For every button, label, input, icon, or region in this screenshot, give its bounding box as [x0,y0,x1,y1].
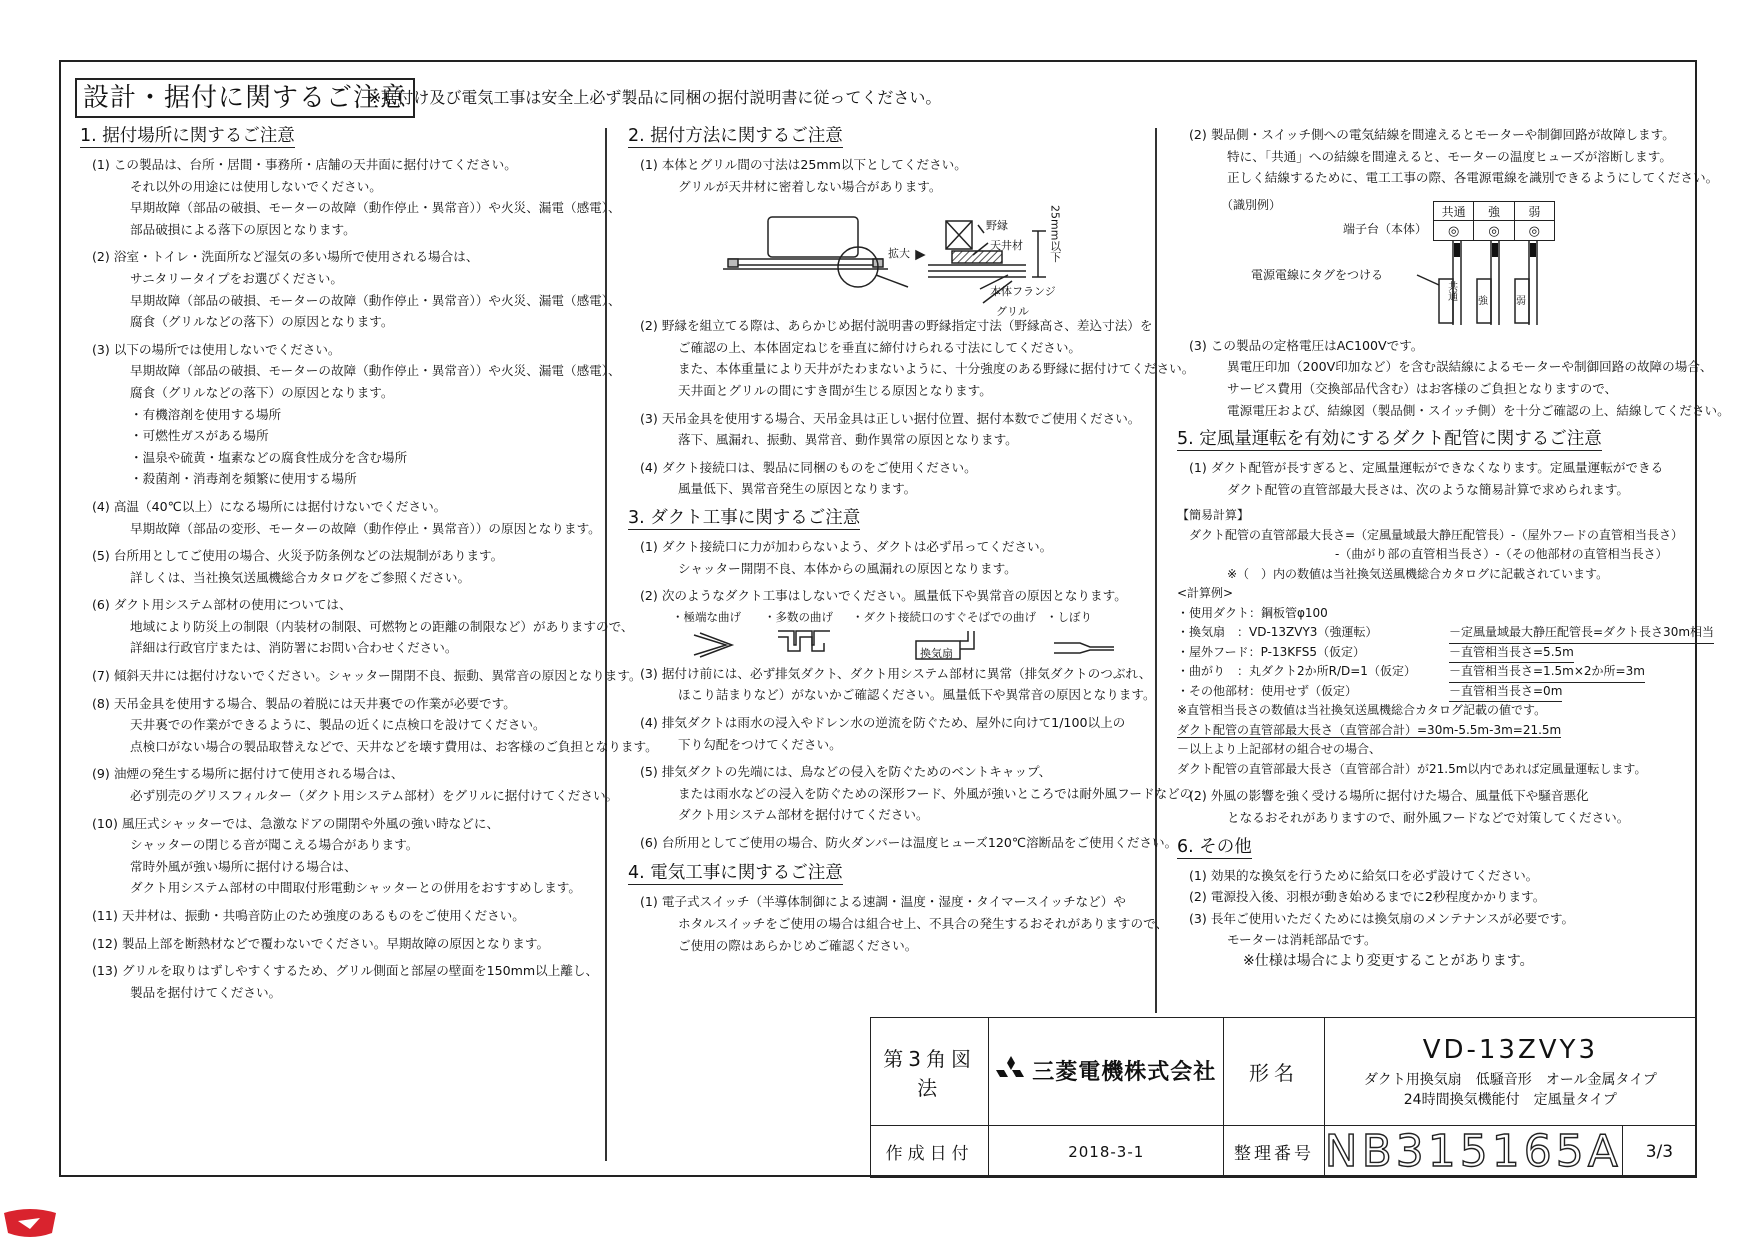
bend-label-multiple: ・多数の曲げ [764,609,833,624]
text-line: (7) 傾斜天井には据付けないでください。シャッター開閉不良、振動、異常音の原因となります。 [92,668,642,684]
list-item [80,496,600,539]
text-line: (5) 排気ダクトの先端には、鳥などの侵入を防ぐためのベントキャップ、 [640,764,1052,780]
section-2-item-1 [628,154,1148,197]
calc-row [1177,604,1692,624]
duct-bend-examples [628,609,1148,663]
page-number: 3/3 [1622,1126,1696,1178]
section-4-item-1 [628,891,1169,956]
text-line: 風量低下、異常音発生の原因となります。 [678,481,917,497]
terminal-weak-label: 弱 [1528,204,1541,219]
terminal-screw-icon: ◎ [1474,221,1514,241]
text-line: (1) ダクト接続口に力が加わらないよう、ダクトは必ず吊ってください。 [640,538,1053,554]
date-label: 作成日付 [871,1126,989,1178]
list-item [80,154,621,240]
section-1-items [80,154,658,1003]
section-4-item-2 [1177,124,1719,189]
terminal-strong-label: 強 [1474,202,1514,220]
text-line: ダクト用システム部材を据付けてください。 [678,807,929,823]
calc-row-item: ・使用ダクト：鋼板管φ100 [1177,605,1328,620]
text-line: (2) 次のようなダクト工事はしないでください。風量低下や異常音の原因となります。 [640,588,1127,604]
text-line: (1) この製品は、台所・居間・事務所・店舗の天井面に据付けてください。 [92,157,517,172]
text-line: 詳しくは、当社換気送風機総合カタログをご参照ください。 [130,569,471,585]
wiring-diagram [1177,195,1692,335]
calc-example-label: <計算例> [1177,586,1234,601]
section-6-items [1177,865,1692,951]
list-item [628,832,1178,854]
column-divider-2 [1155,128,1157,1013]
text-line: 詳細は行政官庁または、消防署にお問い合わせください。 [130,640,458,656]
text-line: 早期故障（部品の変形、モーターの故障（動作停止・異常音））の原因となります。 [130,520,601,536]
title-block [870,1017,1697,1177]
section-4-item-3 [1177,335,1730,421]
text-line: 異電圧印加（200V印加など）を含む誤結線によるモーターや制御回路の故障の場合、 [1227,359,1713,375]
list-item [628,536,1148,579]
text-line: それ以外の用途には使用しないでください。 [130,178,382,194]
text-line: ダクト用システム部材の中間取付形電動シャッターとの併用をおすすめします。 [130,880,581,896]
text-line: また、本体重量により天井がたわまないように、十分強度のある野縁に据付けてください。 [678,361,1195,377]
column-install-method [628,124,1195,962]
calc-label: 【簡易計算】 [1177,508,1250,523]
list-item: (2) 電源投入後、羽根が動き始めるまでに2秒程度かかります。 [1189,889,1546,905]
bend-label-narrow: ・しぼり [1046,609,1092,624]
text-line: 電源電圧および、結線図（製品側・スイッチ側）を十分ご確認の上、結線してください。 [1227,402,1730,418]
text-line: 早期故障（部品の破損、モーターの故障（動作停止・異常音））や火災、漏電（感電）、 [130,363,621,379]
company-name: 三菱電機株式会社 [1032,1059,1217,1085]
creation-date: 2018-3-1 [989,1126,1224,1178]
list-item [80,905,600,927]
list-item [628,761,1193,826]
calc-conclusion: ダクト配管の直管部最大長さ（直管部合計）が21.5m以内であれば定風量運転します。 [1177,761,1647,776]
label-enlarge: 拡大 [888,247,910,261]
text-line: シャッター開閉不良、本体からの風漏れの原因となります。 [678,560,1017,576]
calc-row-item: ・屋外フード：P-13KFS5（仮定） [1177,644,1366,659]
calc-row [1177,623,1715,643]
calc-note: ※（ ）内の数値は当社換気送風機総合カタログに記載されています。 [1227,566,1609,581]
bend-label-near: ・ダクト接続口のすぐそばでの曲げ [852,609,1036,624]
text-line: (3) 天吊金具を使用する場合、天吊金具は正しい据付位置、据付本数でご使用ください。 [640,410,1141,426]
bend-label-sharp: ・極端な曲げ [672,609,741,624]
text-line: 早期故障（部品の破損、モーターの故障（動作停止・異常音））や火災、漏電（感電）、 [130,200,621,216]
text-line: (3) 据付け前には、必ず排気ダクト、ダクト用システム部材に異常（排気ダクトのつぶれ、 [640,665,1152,681]
list-item [80,763,619,806]
text-line: (12) 製品上部を断熱材などで覆わないでください。早期故障の原因となります。 [92,935,550,951]
text-line: 落下、風漏れ、振動、異常音、動作異常の原因となります。 [678,432,1018,448]
calc-row-item: ・曲がり ：丸ダクト2か所R/D=1（仮定） [1177,664,1416,679]
document-number: NB315165A [1324,1126,1622,1177]
text-line: 特に、「共通」への結線を間違えると、モーターの温度ヒューズが溶断します。 [1227,148,1672,164]
section-3-items-b [628,663,1193,854]
calc-row [1177,643,1692,663]
text-line: (6) 台所用としてご使用の場合、防火ダンパーは温度ヒューズ120℃溶断品をご使用ください。 [640,834,1178,850]
list-item [628,315,1195,401]
safety-note: ※据付け及び電気工事は安全上必ず製品に同梱の据付説明書に従ってください。 [368,88,942,107]
calc-row [1177,682,1692,702]
model-cell [1324,1018,1696,1126]
text-line: 正しく結線するために、電工工事の際、各電源電線を識別できるようにしてください。 [1227,170,1719,186]
text-line: (6) ダクト用システム部材の使用については、 [92,597,352,613]
section-heading-1: 1. 据付場所に関するご注意 [80,126,295,146]
text-line: 天井面とグリルの間にすき間が生じる原因となります。 [678,382,992,398]
calc-row-value: －定風量域最大静圧配管長=ダクト長さ30m相当 [1449,623,1714,644]
text-line: (11) 天井材は、振動・共鳴音防止のため強度のあるものをご使用ください。 [92,908,525,923]
text-line: 常時外風が強い場所に据付ける場合は、 [130,858,357,874]
text-line: (3) 以下の場所では使用しないでください。 [92,341,341,357]
tag-weak: 弱 [1516,295,1526,307]
calc-row-item: ・換気扇 ：VD-13ZVY3（強運転） [1177,625,1378,640]
section-5-item-2 [1177,785,1692,828]
label-flange: 本体フランジ [990,285,1056,299]
model-description-2: 24時間換気機能付 定風量タイプ [1403,1091,1617,1108]
text-line: (8) 天吊金具を使用する場合、製品の着脱には天井裏での作業が必要です。 [92,695,516,711]
model-label: 形名 [1224,1018,1324,1126]
text-line: (2) 浴室・トイレ・洗面所など湿気の多い場所で使用される場合は、 [92,249,479,265]
grille-diagram [628,203,1148,319]
text-line: (1) 電子式スイッチ（半導体制御による速調・温度・湿度・タイマースイッチなど）や [640,894,1126,910]
calc-rows [1177,604,1715,702]
text-line: (10) 風圧式シャッターでは、急激なドアの開閉や外風の強い時などに、 [92,815,500,831]
label-grille: グリル [996,305,1029,319]
calc-row-value: －直管相当長さ=5.5m [1449,643,1574,664]
list-item [80,933,600,955]
app-logo-icon[interactable] [0,1207,60,1240]
text-line: 腐食（グリルなどの落下）の原因となります。 [130,314,394,330]
calc-row [1177,662,1692,682]
text-line: となるおそれがありますので、耐外風フードなどで対策してください。 [1227,809,1630,825]
text-line: ご確認の上、本体固定ねじを垂直に締付けられる寸法にしてください。 [678,339,1081,355]
text-line: (1) ダクト配管が長すぎると、定風量運転ができなくなります。定風量運転ができる [1189,460,1664,476]
mitsubishi-logo-icon [996,1056,1026,1084]
text-line: ・殺菌剤・消毒剤を頻繁に使用する場所 [130,471,357,487]
company-logo-cell [989,1018,1224,1126]
calc-formula-1: ダクト配管の直管部最大長さ=（定風量域最大静圧配管長）-（屋外フードの直管相当長さ） [1189,527,1684,542]
label-dimension: 25mm以下 [1048,205,1062,263]
calc-result: ダクト配管の直管部最大長さ（直管部合計）=30m-5.5m-3m=21.5m [1177,722,1562,737]
text-line: サービス費用（交換部品代含む）はお客様のご負担となりますので、 [1227,380,1618,396]
section-heading-2: 2. 据付方法に関するご注意 [628,126,843,146]
text-line: (2) 外風の影響を強く受ける場所に据付けた場合、風量低下や騒音悪化 [1189,788,1589,804]
text-line: ほこり詰まりなど）がないかご確認ください。風量低下や異常音の原因となります。 [678,687,1156,703]
bend-box-label: 換気扇 [920,646,953,660]
tag-instruction: 電源電線にタグをつける [1251,267,1384,282]
text-line: (4) 高温（40℃以上）になる場所には据付けないでください。 [92,498,447,514]
section-3-items-a [628,536,1148,607]
section-heading-4: 4. 電気工事に関するご注意 [628,863,843,884]
text-line: ・温泉や硫黄・塩素などの腐食性成分を含む場所 [130,449,408,465]
wiring-example-label: （識別例） [1221,197,1282,212]
list-item [80,960,600,1003]
text-line: ご使用の際はあらかじめご確認ください。 [678,937,918,953]
list-item [628,457,1148,500]
text-line: シャッターの閉じる音が聞こえる場合があります。 [130,837,419,853]
list-item [80,665,642,687]
text-line: 腐食（グリルなどの落下）の原因となります。 [130,384,394,400]
list-item [80,545,600,588]
section-heading-3: 3. ダクト工事に関するご注意 [628,507,861,528]
model-description-1: ダクト用換気扇 低騒音形 オール金属タイプ [1363,1071,1657,1088]
text-line: 下り勾配をつけてください。 [678,736,842,752]
text-line: 天井裏での作業ができるように、製品の近くに点検口を設けてください。 [130,717,546,733]
calc-note-2: ※直管相当長さの数値は当社換気送風機総合カタログ記載の値です。 [1177,703,1547,718]
page-title: 設計・据付に関するご注意 [75,78,415,118]
list-item: (1) 効果的な換気を行うために給気口を必ず設けてください。 [1189,867,1539,883]
list-item [628,663,1156,706]
text-line: (13) グリルを取りはずしやすくするため、グリル側面と部屋の壁面を150mm以上離し、 [92,963,599,979]
column-electrical-other [1177,124,1730,973]
spec-change-note: ※仕様は場合により変更することがあります。 [1243,952,1534,969]
text-line: (9) 油煙の発生する場所に据付けて使用される場合は、 [92,766,404,782]
text-line: 早期故障（部品の破損、モーターの故障（動作停止・異常音））や火災、漏電（感電）、 [130,292,621,308]
calc-row-value: －直管相当長さ=1.5m×2か所=3m [1449,662,1645,683]
text-line: (4) ダクト接続口は、製品に同梱のものをご使用ください。 [640,459,977,475]
calc-row-item: ・その他部材：使用せず（仮定） [1177,683,1358,698]
bend-drawings [628,627,1148,661]
section-heading-6: 6. その他 [1177,836,1252,857]
list-item [80,594,634,659]
tag-common: 共通 [1445,280,1457,301]
text-line: (2) 製品側・スイッチ側への電気結線を間違えるとモーターや制御回路が故障します。 [1189,127,1675,142]
text-line: グリルが天井材に密着しない場合があります。 [678,178,942,194]
list-item [80,813,600,899]
section-heading-5: 5. 定風量運転を有効にするダクト配管に関するご注意 [1177,429,1602,450]
section-2-items [628,315,1195,500]
list-item: モーターは消耗部品です。 [1227,932,1377,948]
number-label: 整理番号 [1224,1126,1324,1178]
calc-formula-2: -（曲がり部の直管相当長さ）-（その他部材の直管相当長さ） [1335,547,1668,562]
text-line: ・可燃性ガスがある場所 [130,428,269,444]
list-item: (3) 長年ご使用いただくためには換気扇のメンテナンスが必要です。 [1189,910,1575,926]
text-line: または雨水などの浸入を防ぐための深形フード、外風が強いところでは耐外風フードなどの [678,785,1193,801]
text-line: 地域により防災上の制限（内装材の制限、可燃物との距離の制限など）がありますので、 [130,618,634,634]
column-divider-1 [605,128,607,1161]
text-line: (5) 台所用としてご使用の場合、火災予防条例などの法規制があります。 [92,548,504,564]
label-furring: 野縁 [986,219,1008,233]
label-ceiling: 天井材 [990,239,1023,253]
list-item [628,585,1148,607]
text-line: 部品破損による落下の原因となります。 [130,221,356,237]
terminal-screw-icon: ◎ [1528,223,1540,239]
list-item [80,693,658,758]
tag-strong: 強 [1478,295,1488,307]
terminal-screw-icon: ◎ [1434,221,1474,241]
list-item [80,246,621,332]
text-line: (2) 野縁を組立てる際は、あらかじめ据付説明書の野縁指定寸法（野縁高さ、差込寸法）を [640,318,1153,334]
calc-note-3: －以上より上記部材の組合せの場合、 [1177,742,1382,757]
column-install-location [80,124,658,1009]
text-line: (4) 排気ダクトは雨水の浸入やドレン水の逆流を防ぐため、屋外に向けて1/100以上の [640,714,1126,730]
text-line: ・有機溶剤を使用する場所 [130,406,282,422]
terminal-common-label: 共通 [1434,202,1474,220]
terminal-label: 端子台（本体） [1343,221,1428,236]
text-line: ダクト配管の直管部最大長さは、次のような簡易計算で求められます。 [1227,481,1629,497]
text-line: 必ず別売のグリスフィルター（ダクト用システム部材）をグリルに据付けてください。 [130,788,619,804]
simple-calculation [1177,506,1715,779]
section-5-item-1 [1177,457,1692,500]
list-item [628,712,1148,755]
model-number: VD-13ZVY3 [1422,1034,1598,1065]
calc-row-value: －直管相当長さ=0m [1449,682,1562,703]
text-line: (1) 本体とグリル間の寸法は25mm以下としてください。 [640,157,967,172]
text-line: (3) この製品の定格電圧はAC100Vです。 [1189,337,1424,353]
list-item [628,408,1148,451]
text-line: 製品を据付けてください。 [130,984,282,1000]
text-line: ホタルスイッチをご使用の場合は組合せ上、不具合の発生するおそれがありますので、 [678,916,1169,932]
projection-method: 第3角図法 [871,1018,989,1126]
list-item [80,339,621,490]
text-line: サニタリータイプをお選びください。 [130,270,343,286]
text-line: 点検口がない場合の製品取替えなどで、天井などを壊す費用は、お客様のご負担となります。 [130,738,658,754]
